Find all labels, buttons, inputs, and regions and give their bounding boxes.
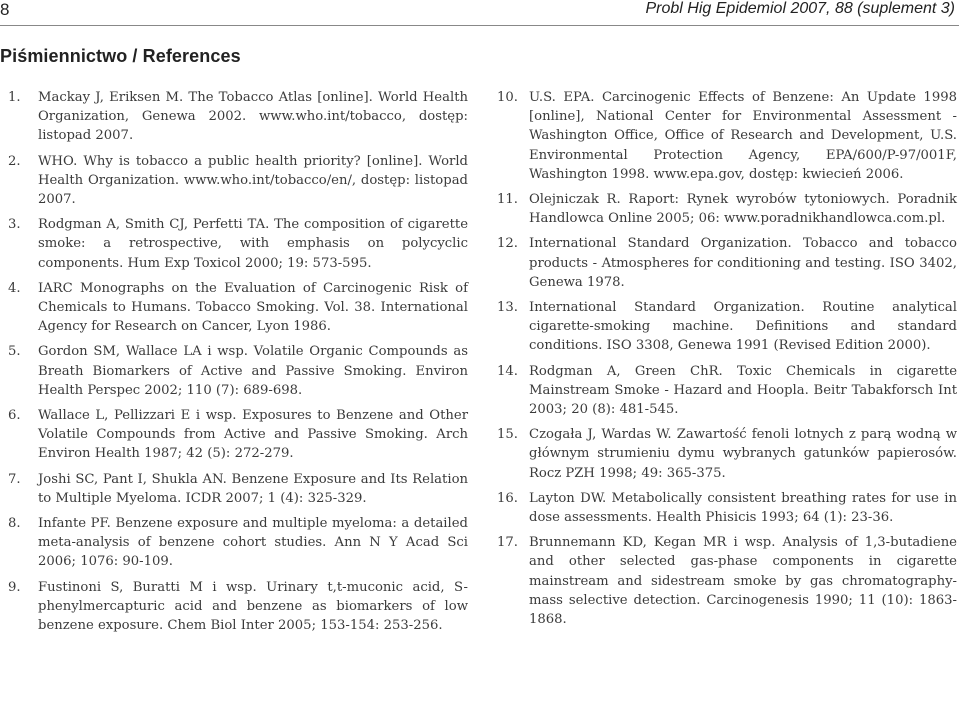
reference-item xyxy=(497,489,957,527)
reference-text: IARC Monographs on the Evaluation of Carcinogenic Risk of Chemicals to Humans. Tobacco Smoking. Vol. 38. International Agency for Research on Cancer, Lyon 1986. xyxy=(38,280,468,335)
reference-item xyxy=(8,514,468,572)
reference-number: 8. xyxy=(8,516,21,532)
header-divider xyxy=(0,25,959,26)
reference-item xyxy=(497,425,957,483)
reference-text: Czogała J, Wardas W. Zawartość fenoli lotnych z parą wodną w głównym strumieniu dymu wybranych gatunków papierosów. Rocz PZH 1998; 49: 365-375. xyxy=(529,427,957,481)
reference-number: 4. xyxy=(8,280,21,296)
reference-text: WHO. Why is tobacco a public health priority? [online]. World Health Organization. www.who.int/tobacco/en/, dostęp: listopad 2007. xyxy=(38,153,468,208)
reference-text: Mackay J, Eriksen M. The Tobacco Atlas [online]. World Health Organization, Genewa 2002. www.who.int/tobacco, dostęp: listopad 2007. xyxy=(38,90,468,144)
reference-item xyxy=(497,298,957,356)
reference-text: Fustinoni S, Buratti M i wsp. Urinary t,t-muconic acid, S-phenylmercapturic acid and benzene as biomarkers of low benzene exposure. Chem Biol Inter 2005; 153-154: 253-256. xyxy=(38,579,468,634)
reference-item xyxy=(8,152,468,210)
reference-item xyxy=(8,578,468,636)
reference-item xyxy=(497,190,957,228)
reference-text: International Standard Organization. Routine analytical cigarette-smoking machine. Definitions and standard conditions. ISO 3308, Genewa 1991 (Revised Edition 2000). xyxy=(529,300,957,354)
reference-number: 11. xyxy=(497,192,518,208)
reference-number: 13. xyxy=(497,300,518,316)
reference-item xyxy=(497,362,957,420)
references-column-right xyxy=(497,88,957,635)
page-number: 8 xyxy=(0,0,10,19)
reference-text: Rodgman A, Green ChR. Toxic Chemicals in cigarette Mainstream Smoke - Hazard and Hoopla. Beitr Tabakforsch Int 2003; 20 (8): 481-545. xyxy=(529,363,957,418)
reference-item xyxy=(8,470,468,508)
reference-item xyxy=(497,234,957,292)
reference-number: 2. xyxy=(8,153,21,169)
reference-number: 6. xyxy=(8,408,21,424)
reference-number: 3. xyxy=(8,217,21,233)
reference-item xyxy=(497,88,957,184)
reference-text: Olejniczak R. Raport: Rynek wyrobów tytoniowych. Poradnik Handlowca Online 2005; 06: www.poradnikhandlowca.com.pl. xyxy=(529,192,957,227)
section-title: Piśmiennictwo / References xyxy=(0,46,241,66)
reference-number: 1. xyxy=(8,90,21,105)
reference-text: Joshi SC, Pant I, Shukla AN. Benzene Exposure and Its Relation to Multiple Myeloma. ICDR 2007; 1 (4): 325-329. xyxy=(38,471,468,506)
reference-item xyxy=(497,533,957,629)
reference-number: 16. xyxy=(497,490,518,506)
references-column-left xyxy=(8,88,468,641)
reference-text: Wallace L, Pellizzari E i wsp. Exposures to Benzene and Other Volatile Compounds from Active and Passive Smoking. Arch Environ Health 1987; 42 (5): 272-279. xyxy=(38,408,468,462)
reference-number: 9. xyxy=(8,579,21,595)
reference-number: 10. xyxy=(497,90,518,105)
reference-number: 15. xyxy=(497,427,518,443)
reference-number: 14. xyxy=(497,363,518,379)
reference-item xyxy=(8,342,468,400)
reference-text: Rodgman A, Smith CJ, Perfetti TA. The composition of cigarette smoke: a retrospective, with emphasis on polycyclic components. Hum Exp Toxicol 2000; 19: 573-595. xyxy=(38,217,468,271)
reference-number: 12. xyxy=(497,236,518,252)
reference-item xyxy=(8,88,468,146)
reference-number: 7. xyxy=(8,471,21,487)
reference-text: Layton DW. Metabolically consistent breathing rates for use in dose assessments. Health Phisicis 1993; 64 (1): 23-36. xyxy=(529,490,957,526)
reference-text: U.S. EPA. Carcinogenic Effects of Benzene: An Update 1998 [online], National Center for Environmental Assessment - Washington Office, Office of Research and Development, U.S. Environmental Protection Agency, EPA/600/P-97/001F, Washington 1998. www.epa.gov, dostęp: kwiecień 2006. xyxy=(529,90,957,182)
reference-text: International Standard Organization. Tobacco and tobacco products - Atmospheres for conditioning and testing. ISO 3402, Genewa 1978. xyxy=(529,236,957,290)
reference-item xyxy=(8,215,468,273)
reference-text: Gordon SM, Wallace LA i wsp. Volatile Organic Compounds as Breath Biomarkers of Active and Passive Smoking. Environ Health Perspec 2002; 110 (7): 689-698. xyxy=(38,344,468,398)
reference-number: 17. xyxy=(497,535,518,551)
reference-item xyxy=(8,279,468,337)
reference-text: Brunnemann KD, Kegan MR i wsp. Analysis of 1,3-butadiene and other selected gas-phase components in cigarette mainstream and sidestream smoke by gas chromatography-mass selective detection. Carcinogenesis 1990; 11 (10): 1863-1868. xyxy=(529,535,957,628)
journal-citation: Probl Hig Epidemiol 2007, 88 (suplement 3) xyxy=(645,0,955,17)
reference-text: Infante PF. Benzene exposure and multiple myeloma: a detailed meta-analysis of benzene cohort studies. Ann N Y Acad Sci 2006; 1076: 90-109. xyxy=(38,516,468,570)
reference-item xyxy=(8,406,468,464)
page-header xyxy=(0,0,959,24)
reference-number: 5. xyxy=(8,344,21,360)
